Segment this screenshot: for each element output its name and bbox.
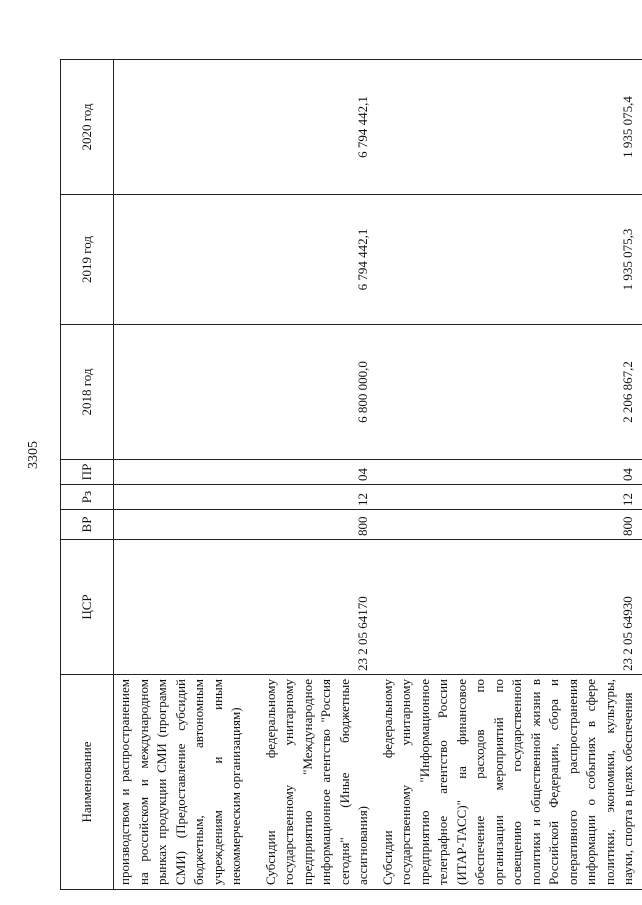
row-vr <box>114 510 260 540</box>
row-csr <box>114 540 260 675</box>
row-csr: 23 2 05 64930 <box>377 540 642 675</box>
row-2018: 6 800 000,0 <box>260 325 377 460</box>
row-pr <box>114 460 260 485</box>
header-csr: ЦСР <box>61 540 114 675</box>
row-rz <box>114 485 260 510</box>
table-row <box>377 60 642 890</box>
row-2018: 2 206 867,2 <box>377 325 642 460</box>
row-csr: 23 2 05 64170 <box>260 540 377 675</box>
row-2020: 6 794 442,1 <box>260 60 377 195</box>
row-2019: 6 794 442,1 <box>260 195 377 325</box>
row-2019: 1 935 075,3 <box>377 195 642 325</box>
table-row <box>114 60 260 890</box>
header-2019: 2019 год <box>61 195 114 325</box>
header-2018: 2018 год <box>61 325 114 460</box>
rotated-table-container <box>60 60 635 890</box>
table-header-row <box>61 60 114 890</box>
table-row <box>260 60 377 890</box>
document-page <box>60 60 635 890</box>
row-pr: 04 <box>377 460 642 485</box>
page-number: 3305 <box>26 441 41 469</box>
row-2019 <box>114 195 260 325</box>
row-rz: 12 <box>377 485 642 510</box>
row-2020 <box>114 60 260 195</box>
row-vr: 800 <box>377 510 642 540</box>
row-vr: 800 <box>260 510 377 540</box>
row-2020: 1 935 075,4 <box>377 60 642 195</box>
row-rz: 12 <box>260 485 377 510</box>
header-pr: ПР <box>61 460 114 485</box>
row-pr: 04 <box>260 460 377 485</box>
header-vr: ВР <box>61 510 114 540</box>
row-name: производством и распространением на российском и международном рынках продукции СМИ (программ СМИ) (Предоставление субсидий бюджетным, автономным учреждениям и иным некоммерческим организациям) <box>114 675 260 890</box>
header-name: Наименование <box>61 675 114 890</box>
header-2020: 2020 год <box>61 60 114 195</box>
header-rz: Рз <box>61 485 114 510</box>
row-2018 <box>114 325 260 460</box>
row-name: Субсидии федеральному государственному унитарному предприятию "Международное информационное агентство "Россия сегодня" (Иные бюджетные ассигнования) <box>260 675 377 890</box>
row-name: Субсидии федеральному государственному унитарному предприятию "Информационное телеграфное агентство России (ИТАР-ТАСС)" на финансовое обеспечение расходов по организации мероприятий по освещению государственной политики и общественной жизни в Российской Федерации, сбора и оперативного распространения информации о событиях в сфере политики, экономики, культуры, науки, спорта в целях обеспечения <box>377 675 642 890</box>
budget-table <box>60 59 642 890</box>
